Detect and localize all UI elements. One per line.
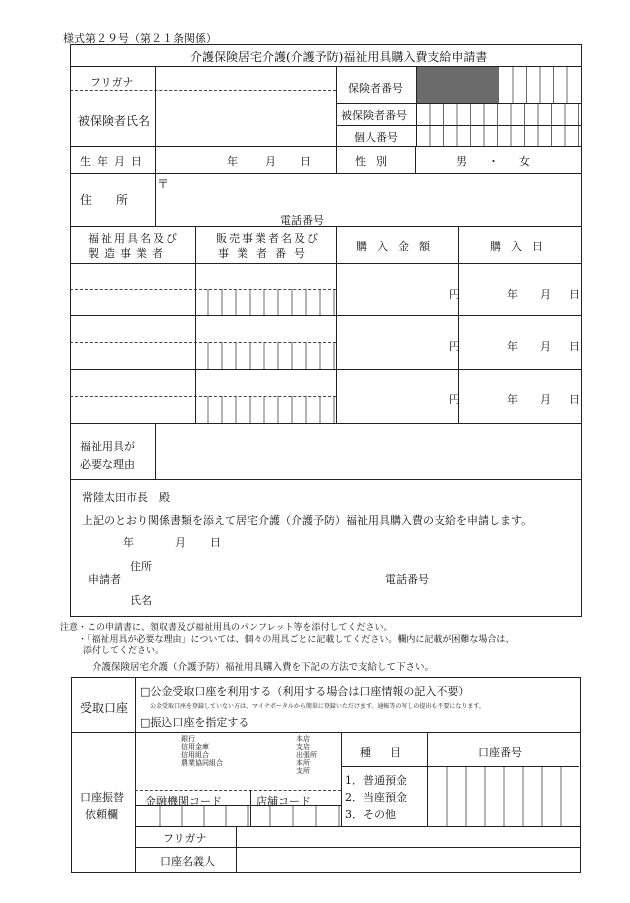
- furigana-label: フリガナ: [90, 76, 134, 89]
- birth-month: 月: [265, 155, 276, 168]
- inst-type-1[interactable]: 信用金庫: [181, 743, 209, 751]
- month-1: 月: [540, 288, 551, 301]
- option-public-account[interactable]: □公金受取口座を利用する（利用する場合は口座情報の記入不要）: [140, 685, 470, 698]
- bank-label-1: 口座振替: [80, 791, 124, 804]
- type-opt-0[interactable]: 1．普通預金: [345, 774, 407, 787]
- col4-header: 購入日: [490, 240, 553, 253]
- branch-type-1[interactable]: 支店: [296, 743, 310, 751]
- personal-number-label: 個人番号: [354, 131, 398, 144]
- app-phone: 電話番号: [385, 573, 429, 586]
- app-month: 月: [175, 536, 186, 549]
- col2-line2: 事業者番号: [218, 247, 313, 260]
- addressee: 常陸太田市長 殿: [82, 491, 170, 504]
- inst-type-0[interactable]: 銀行: [181, 735, 195, 743]
- reason-line1: 福祉用具が: [80, 440, 135, 453]
- branch-type-0[interactable]: 本店: [296, 735, 310, 743]
- col1-line1: 福祉用具名及び: [88, 232, 179, 245]
- yen-2: 円: [449, 340, 460, 353]
- option-transfer-account[interactable]: □振込口座を指定する: [140, 716, 250, 729]
- app-name: 氏名: [130, 594, 152, 607]
- note-1: 注意・この申請書に、領収書及び福祉用具のパンフレット等を添付してください。: [60, 623, 393, 633]
- branch-type-4[interactable]: 支所: [296, 767, 310, 775]
- type-opt-2[interactable]: 3．その他: [345, 808, 396, 821]
- day-2: 日: [569, 340, 580, 353]
- type-header: 種 目: [360, 746, 405, 759]
- branch-types: [296, 735, 317, 775]
- birthdate-label: 生年月日: [80, 155, 148, 168]
- year-2: 年: [507, 340, 518, 353]
- yen-3: 円: [449, 393, 460, 406]
- col2-line1: 販売事業者名及び: [216, 232, 320, 245]
- inst-type-2[interactable]: 信用組合: [181, 751, 209, 759]
- insured-name-label: 被保険者氏名: [78, 114, 151, 128]
- holder-furigana-label: フリガナ: [163, 832, 207, 845]
- institution-types: [181, 735, 223, 767]
- bank-label-2: 依頼欄: [85, 808, 118, 821]
- type-options: [345, 772, 407, 823]
- receipt-label: 受取口座: [80, 701, 129, 715]
- insured-number-label: 被保険者番号: [341, 109, 407, 122]
- branch-type-3[interactable]: 本所: [296, 759, 310, 767]
- form-title: 介護保険居宅介護(介護予防)福祉用具購入費支給申請書: [190, 50, 488, 64]
- postal-mark: 〒: [157, 177, 170, 191]
- type-opt-1[interactable]: 2．当座預金: [345, 791, 407, 804]
- insurer-number-label: 保険者番号: [348, 82, 403, 95]
- reason-line2: 必要な理由: [80, 458, 135, 471]
- col3-header: 購入金額: [356, 240, 440, 253]
- app-year: 年: [123, 536, 134, 549]
- branch-type-2[interactable]: 出張所: [296, 751, 317, 759]
- branch-code-label: 店舗コード: [256, 795, 311, 808]
- app-day: 日: [210, 536, 221, 549]
- applicant-label: 申請者: [88, 573, 121, 586]
- birth-year: 年: [227, 155, 238, 168]
- year-1: 年: [507, 288, 518, 301]
- inst-code-label: 金融機関コード: [145, 795, 222, 808]
- yen-1: 円: [449, 288, 460, 301]
- month-3: 月: [540, 393, 551, 406]
- form-number: 様式第２９号（第２１条関係）: [63, 32, 217, 45]
- note-3: 添付してください。: [83, 646, 165, 656]
- account-header: 口座番号: [478, 746, 522, 759]
- inst-type-3[interactable]: 農業協同組合: [181, 759, 223, 767]
- sex-label: 性別: [355, 155, 397, 168]
- phone-label: 電話番号: [280, 214, 324, 227]
- payment-intro: 介護保険居宅介護（介護予防）福祉用具購入費を下記の方法で支給して下さい。: [92, 662, 435, 673]
- day-1: 日: [569, 288, 580, 301]
- holder-label: 口座名義人: [160, 855, 215, 868]
- option-public-note: 公金受取口座を登録していない方は、マイナポータルから簡単に登録いただけます。通帳等の写しの提出も不要になります。: [150, 703, 485, 710]
- sex-male[interactable]: 男: [456, 155, 467, 168]
- col1-line2: 製造事業者: [88, 247, 168, 260]
- day-3: 日: [569, 393, 580, 406]
- app-address: 住所: [130, 560, 152, 573]
- month-2: 月: [540, 340, 551, 353]
- note-2: ・「福祉用具が必要な理由」については、個々の用具ごとに記載してください。欄内に記載が困難な場合は、: [78, 635, 515, 645]
- birth-day: 日: [300, 155, 311, 168]
- sex-dot: ・: [488, 155, 499, 168]
- year-3: 年: [507, 393, 518, 406]
- statement: 上記のとおり関係書類を添えて居宅介護（介護予防）福祉用具購入費の支給を申請します。: [82, 514, 533, 527]
- address-label: 住 所: [80, 193, 129, 207]
- sex-female[interactable]: 女: [519, 155, 530, 168]
